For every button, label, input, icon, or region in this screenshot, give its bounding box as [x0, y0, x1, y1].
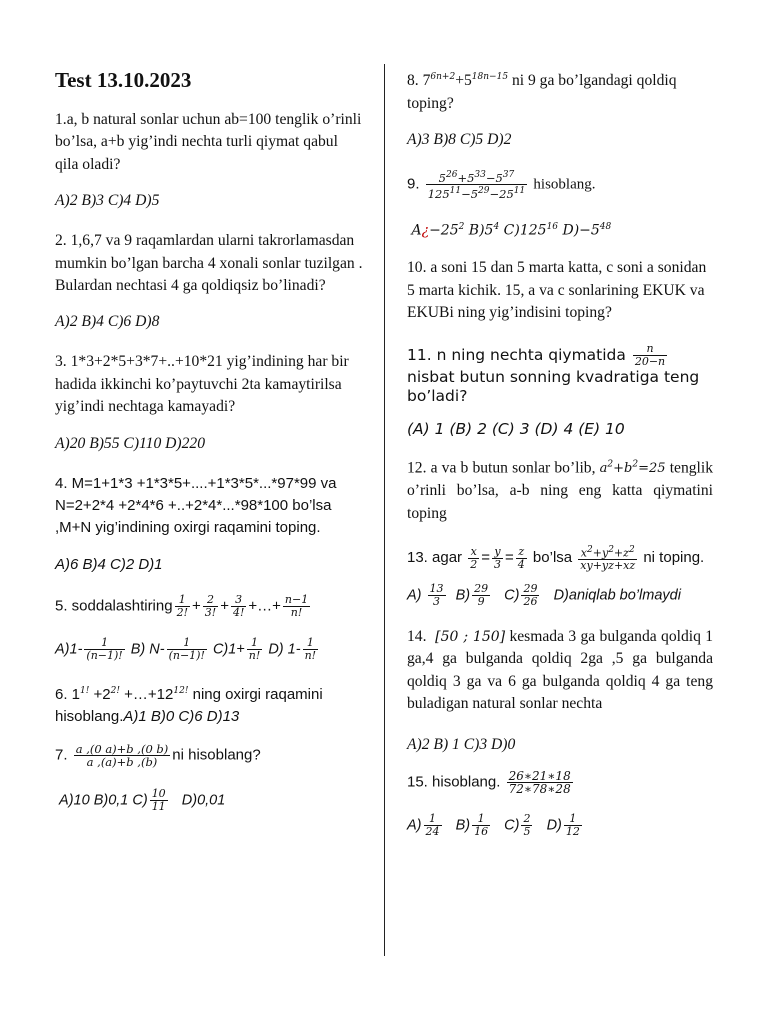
question-10: 10. a soni 15 dan 5 marta katta, c soni a sonidan 5 marta kichik. 15, a va c sonlarining EKUK va EKUBi ning yig’indisini toping?	[407, 259, 707, 322]
right-column	[407, 66, 713, 856]
question-12: 12. a va b butun sonlar bo’lib, $a^2+b^2=25$ tenglik o’rinli bo’lsa, a-b ning eng katta qiymatini toping	[407, 458, 713, 522]
fraction-xyz: $\frac{x^2+y^2+z^2}{xy+yz+xz}$	[580, 544, 636, 573]
question-13: 13. agar $\frac{x}{2}$ = $\frac{y}{3}$ = $\frac{z}{4}$ bo’lsa $\frac{x^2+y^2+z^2}{xy+yz+xz}$ ni toping.	[407, 544, 705, 573]
question-6: 6. $1^{1!} +2^{2!}$ $+\dots+12^{12!}$ ning oxirgi raqamini hisoblang.A)1 B)0 C)6 D)13	[55, 685, 323, 726]
question-4: 4. M=1+1*3 +1*3*5+....+1*3*5*...*97*99 va N=2+2*4 +2*4*6 +..+2*4*...*98*100 bo’lsa ,M+N yig’indining oxirgi raqamini toping.	[55, 474, 337, 537]
answers-8: A)3 B)8 C)5 D)2	[407, 131, 512, 148]
question-8: 8. $7^{6n+2}+5^{18n-15}$ ni 9 ga bo’lgandagi qoldiq toping?	[407, 72, 677, 112]
answers-5: A)1- $\frac{1}{(n-1)!}$ B) N- $\frac{1}{(n-1)!}$ C)1+ $\frac{1}{n!}$ D) 1- $\frac{1}{n!}$	[55, 635, 317, 662]
left-column	[55, 62, 365, 831]
page-title: Test 13.10.2023	[55, 68, 192, 92]
answers-9: $A¿-25^2$ $B)5^4$ $C)125^{16}$ $D)-5^{48}$	[407, 221, 612, 239]
question-15: 15. hisoblang. $\frac{26∗21∗18}{72∗78∗28}$	[407, 768, 571, 796]
answers-15: A) $\frac{1}{24}$ B) $\frac{1}{16}$ C) $\frac{2}{5}$ D) $\frac{1}{12}$	[407, 811, 580, 838]
question-5: 5. soddalashtiring $\frac{1}{2!}$ + $\frac{2}{3!}$ + $\frac{3}{4!}$ +…+ $\frac{n-1}{n!}$	[55, 592, 309, 619]
question-7: 7. $\frac{a ,(0 a)+b ,(0 b)}{a ,(a)+b ,(b)}$ ni hisoblang?	[55, 741, 261, 769]
answers-7: A)10 B)0,1 C) $\frac{10}{11}$ D)0,01	[59, 786, 226, 813]
fraction-3-4fact: $\frac{3}{4!}$	[232, 592, 245, 619]
fraction-2-3fact: $\frac{2}{3!}$	[204, 592, 217, 619]
answers-1: A)2 B)3 C)4 D)5	[55, 192, 160, 210]
question-3: 3. 1*3+2*5+3*7+..+10*21 yig’indining har bir hadida ikkinchi ko’paytuvchi 2ta kamaytirilsa yig’indi nechtaga kamayadi?	[55, 353, 349, 416]
fraction-repeating-decimals: $\frac{a ,(0 a)+b ,(0 b)}{a ,(a)+b ,(b)}$	[75, 741, 169, 769]
answers-4: A)6 B)4 C)2 D)1	[55, 555, 163, 573]
answers-14: A)2 B) 1 C)3 D)0	[407, 735, 516, 753]
question-2: 2. 1,6,7 va 9 raqamlardan ularni takrorlamasdan mumkin bo’lgan barcha 4 xonali sonlar tuzilgan . Bulardan nechtasi 4 ga qoldiqsiz bo’linadi?	[55, 232, 363, 295]
fraction-1-2fact: $\frac{1}{2!}$	[176, 592, 188, 619]
question-1: 1.a, b natural sonlar uchun ab=100 tenglik o’rinli bo’lsa, a+b yig’indi nechta turli qiymat qabul qila oladi?	[55, 111, 362, 173]
question-9: 9. $\frac{5^{26}+5^{33}-5^{37}}{125^{11}-5^{29}-25^{11}}$ hisoblang.	[407, 170, 596, 201]
fraction-n-over-20-n: $\frac{n}{20-n}$	[634, 341, 666, 368]
question-14: 14. [50 ; 150] kesmada 3 ga bulganda qoldiq 1 ga,4 ga bulganda qoldiq 2ga ,5 ga bulganda qoldiq 3 ga va 6 ga bulganda qoldiq 4 ga teng buladigan natural sonlar nechta	[407, 628, 714, 713]
column-divider	[384, 64, 385, 956]
question-11: 11. n ning nechta qiymatida $\frac{n}{20-n}$ nisbat butun sonning kvadratiga teng bo’ladi?	[407, 341, 700, 405]
fraction-products: $\frac{26∗21∗18}{72∗78∗28}$	[508, 768, 571, 796]
answers-11: (A) 1 (B) 2 (C) 3 (D) 4 (E) 10	[407, 419, 625, 438]
answers-13: A) $\frac{13}{3}$ B) $\frac{29}{9}$ C) $\frac{29}{26}$ D)aniqlab bo’lmaydi	[407, 582, 681, 609]
answers-3: A)20 B)55 C)110 D)220	[55, 434, 205, 452]
fraction-n1-nfact: $\frac{n-1}{n!}$	[284, 592, 309, 619]
fraction-powers: $\frac{5^{26}+5^{33}-5^{37}}{125^{11}-5^{29}-25^{11}}$	[427, 170, 526, 201]
answers-2: A)2 B)4 C)6 D)8	[55, 313, 160, 331]
